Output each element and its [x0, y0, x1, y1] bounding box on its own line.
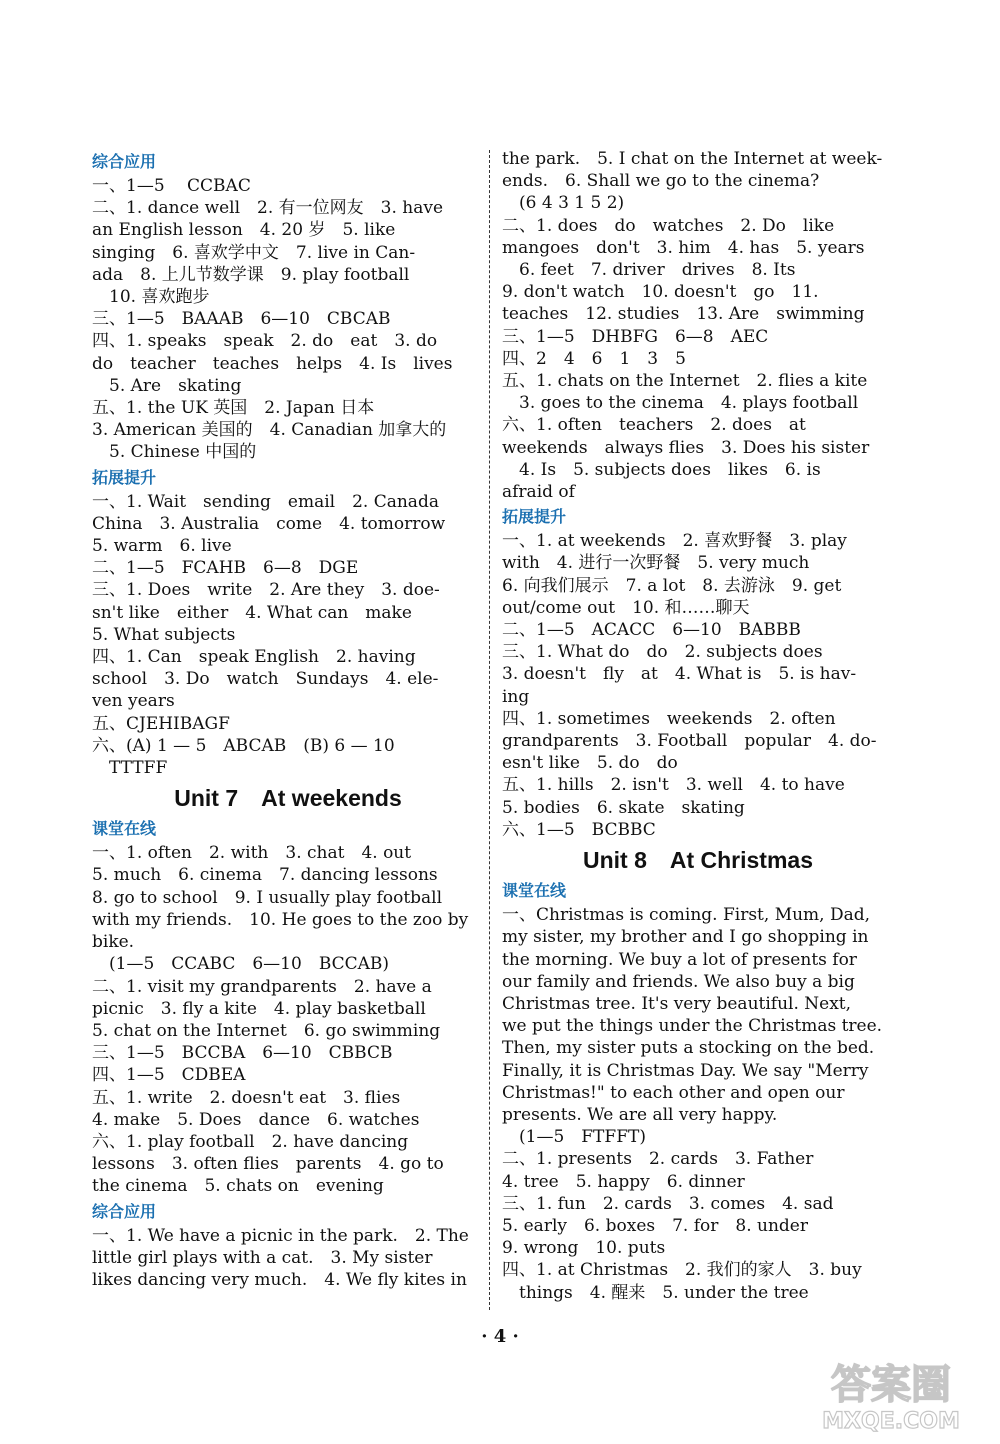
answer-line: ing	[502, 686, 530, 707]
watermark-url-text: MXQE.COM	[822, 1409, 960, 1434]
answer-line: lessons 3. often flies parents 4. go to	[92, 1154, 444, 1175]
section-heading: 综合应用	[92, 1201, 157, 1221]
answer-line: Then, my sister puts a stocking on the bed.	[502, 1038, 875, 1059]
answer-line: little girl plays with a cat. 3. My sister	[92, 1247, 433, 1268]
answer-line: TTTFF	[92, 758, 168, 779]
answer-line: 四、1. speaks speak 2. do eat 3. do	[92, 331, 438, 352]
answer-line: (6 4 3 1 5 2)	[502, 193, 625, 214]
answer-line: the cinema 5. chats on evening	[92, 1176, 384, 1197]
section-heading: 课堂在线	[92, 819, 157, 839]
answer-line: ends. 6. Shall we go to the cinema?	[502, 171, 820, 192]
answer-line: 6. 向我们展示 7. a lot 8. 去游泳 9. get	[502, 575, 842, 596]
answer-line: sn't like either 4. What can make	[92, 602, 412, 623]
answer-line: 5. bodies 6. skate skating	[502, 797, 745, 818]
section-heading: 拓展提升	[502, 507, 567, 527]
answer-line: (1—5 FTFFT)	[502, 1127, 646, 1148]
answer-line: Christmas tree. It's very beautiful. Next,	[502, 993, 852, 1014]
answer-line: 四、1. Can speak English 2. having	[92, 647, 416, 668]
unit-title: Unit 8 At Christmas	[582, 847, 814, 874]
page-number: · 4 ·	[481, 1326, 519, 1347]
answer-line: our family and friends. We also buy a big	[502, 971, 855, 992]
answer-line: 5. much 6. cinema 7. dancing lessons	[92, 865, 438, 886]
watermark-logo	[796, 1352, 986, 1434]
answer-line: 三、1—5 BAAAB 6—10 CBCAB	[92, 309, 391, 330]
answer-line: 三、1—5 BCCBA 6—10 CBBCB	[92, 1043, 393, 1064]
answer-line: Christmas!" to each other and open our	[502, 1082, 845, 1103]
answer-line: 五、CJEHIBAGF	[92, 713, 230, 734]
answer-line: 10. 喜欢跑步	[92, 287, 210, 308]
answer-line: 9. don't watch 10. doesn't go 11.	[502, 282, 819, 303]
answer-line: 二、1—5 ACACC 6—10 BABBB	[502, 620, 801, 641]
answer-line: 三、1—5 DHBFG 6—8 AEC	[502, 326, 769, 347]
answer-line: things 4. 醒来 5. under the tree	[502, 1282, 809, 1303]
answer-line: 三、1. Does write 2. Are they 3. doe-	[92, 580, 440, 601]
answer-line: 一、1. Wait sending email 2. Canada	[92, 491, 439, 512]
answer-line: the park. 5. I chat on the Internet at week-	[502, 149, 883, 169]
section-heading: 拓展提升	[92, 467, 157, 487]
section-heading: 综合应用	[92, 152, 157, 171]
answer-line: 5. chat on the Internet 6. go swimming	[92, 1020, 441, 1041]
answer-line: 一、1. at weekends 2. 喜欢野餐 3. play	[502, 531, 847, 552]
answer-line: 9. wrong 10. puts	[502, 1238, 666, 1259]
answer-line: 四、1—5 CDBEA	[92, 1065, 246, 1086]
answer-line: 六、1—5 BCBBC	[502, 819, 656, 840]
answer-line: 一、1. often 2. with 3. chat 4. out	[92, 843, 412, 864]
answer-line: 3. doesn't fly at 4. What is 5. is hav-	[502, 664, 857, 685]
answer-line: mangoes don't 3. him 4. has 5. years	[502, 237, 865, 258]
answer-line: 5. Are skating	[92, 375, 242, 396]
answer-line: 三、1. fun 2. cards 3. comes 4. sad	[502, 1193, 834, 1214]
answer-line: 四、1. at Christmas 2. 我们的家人 3. buy	[502, 1260, 862, 1281]
answer-line: the morning. We buy a lot of presents for	[502, 949, 857, 970]
answer-line: Finally, it is Christmas Day. We say "Merry	[502, 1060, 869, 1081]
answer-line: out/come out 10. 和……聊天	[502, 597, 750, 618]
answer-line: do teacher teaches helps 4. Is lives	[92, 353, 453, 374]
answer-line: afraid of	[502, 482, 575, 503]
answer-line: 四、2 4 6 1 3 5	[502, 348, 686, 369]
answer-line: 5. early 6. boxes 7. for 8. under	[502, 1215, 808, 1236]
answer-line: 三、1. What do do 2. subjects does	[502, 642, 823, 663]
answer-line: weekends always flies 3. Does his sister	[502, 437, 870, 458]
answer-line: 3. American 美国的 4. Canadian 加拿大的	[92, 420, 447, 441]
answer-line: 五、1. write 2. doesn't eat 3. flies	[92, 1087, 401, 1108]
answer-line: 一、1. We have a picnic in the park. 2. The	[92, 1225, 469, 1246]
watermark-main-text: 答案圈	[831, 1362, 951, 1408]
answer-line: 二、1. visit my grandparents 2. have a	[92, 976, 432, 997]
answer-line: 一、1—5 CCBAC	[92, 176, 251, 196]
answer-line: (1—5 CCABC 6—10 BCCAB)	[92, 954, 390, 975]
answer-line: 3. goes to the cinema 4. plays football	[502, 393, 859, 414]
answer-line: 5. warm 6. live	[92, 536, 232, 557]
answer-line: 8. go to school 9. I usually play football	[92, 887, 443, 908]
answer-line: 四、1. sometimes weekends 2. often	[502, 708, 836, 729]
unit-title: Unit 7 At weekends	[174, 785, 402, 812]
answer-line: ven years	[92, 691, 175, 712]
answer-line: singing 6. 喜欢学中文 7. live in Can-	[92, 242, 416, 263]
answer-line: 六、(A) 1 — 5 ABCAB (B) 6 — 10	[92, 735, 395, 756]
answer-line: 4. tree 5. happy 6. dinner	[502, 1171, 745, 1192]
answer-line: esn't like 5. do do	[502, 753, 678, 774]
answer-line: with my friends. 10. He goes to the zoo by	[92, 909, 469, 930]
answer-line: an English lesson 4. 20 岁 5. like	[92, 220, 396, 241]
section-heading: 课堂在线	[502, 881, 567, 901]
answer-line: China 3. Australia come 4. tomorrow	[92, 513, 446, 534]
answer-line: ada 8. 上儿节数学课 9. play football	[92, 264, 410, 285]
answer-line: bike.	[92, 932, 135, 953]
answer-line: 二、1. dance well 2. 有一位网友 3. have	[92, 198, 444, 219]
answer-line: 二、1. presents 2. cards 3. Father	[502, 1149, 814, 1170]
answer-line: 5. Chinese 中国的	[92, 442, 257, 463]
column-divider	[489, 150, 490, 1310]
answer-line: with 4. 进行一次野餐 5. very much	[502, 553, 810, 574]
answer-line: 4. make 5. Does dance 6. watches	[92, 1109, 420, 1130]
answer-line: 一、Christmas is coming. First, Mum, Dad,	[502, 905, 871, 926]
answer-line: presents. We are all very happy.	[502, 1104, 778, 1125]
answer-line: 五、1. the UK 英国 2. Japan 日本	[92, 398, 375, 419]
answer-line: likes dancing very much. 4. We fly kites in	[92, 1269, 467, 1290]
answer-line: 6. feet 7. driver drives 8. Its	[502, 260, 796, 281]
answer-line: grandparents 3. Football popular 4. do-	[502, 731, 877, 752]
answer-line: school 3. Do watch Sundays 4. ele-	[92, 669, 439, 690]
answer-line: picnic 3. fly a kite 4. play basketball	[92, 998, 426, 1019]
answer-line: 4. Is 5. subjects does likes 6. is	[502, 459, 821, 480]
answer-line: we put the things under the Christmas tree.	[502, 1016, 883, 1037]
answer-line: 二、1. does do watches 2. Do like	[502, 215, 835, 236]
answer-line: 5. What subjects	[92, 624, 236, 645]
answer-line: 五、1. hills 2. isn't 3. well 4. to have	[502, 775, 845, 796]
answer-line: 五、1. chats on the Internet 2. flies a kite	[502, 371, 868, 392]
left-column	[92, 148, 484, 1291]
answer-line: 六、1. play football 2. have dancing	[92, 1131, 409, 1152]
right-column	[502, 148, 894, 1304]
answer-line: my sister, my brother and I go shopping in	[502, 927, 869, 948]
answer-line: 六、1. often teachers 2. does at	[502, 415, 806, 436]
answer-line: 二、1—5 FCAHB 6—8 DGE	[92, 558, 359, 579]
answer-line: teaches 12. studies 13. Are swimming	[502, 304, 865, 325]
